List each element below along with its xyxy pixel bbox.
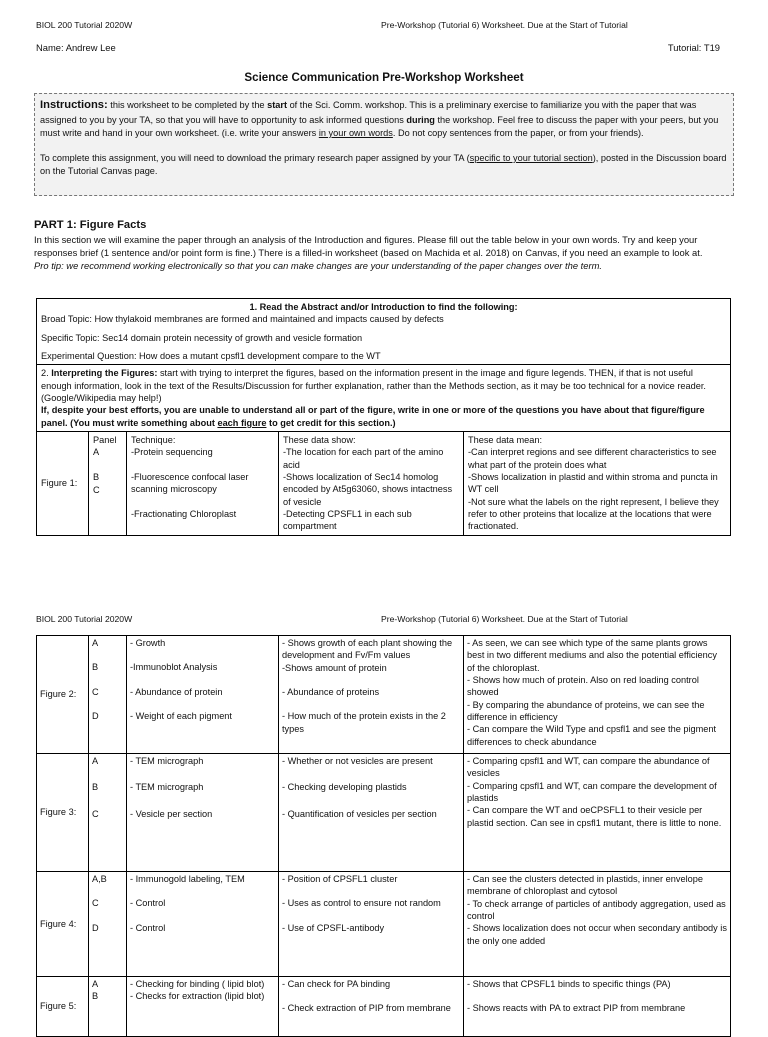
text-span: 2. bbox=[41, 368, 52, 379]
figure-facts-table bbox=[36, 298, 731, 536]
figure4-row bbox=[37, 872, 731, 977]
section2-cell bbox=[37, 365, 731, 432]
figure-label: Figure 1: bbox=[37, 431, 89, 535]
text-span: start with trying to interpret the figures, based on the information present in the image and figure legends. THEN, if that is not useful enough information, look in the text of the Results/Discussion for further explanation, rather than the Methods section, as it may be too technical for a novice reader. (Google/Wikipedia may help!) bbox=[41, 368, 706, 403]
data-show-text: - Whether or not vesicles are present bbox=[282, 756, 433, 766]
figure-label: Figure 4: bbox=[37, 872, 89, 977]
technique-text: - Control bbox=[130, 898, 166, 909]
figure5-row bbox=[37, 977, 731, 1037]
panel-cell bbox=[89, 977, 127, 1037]
data-mean-cell bbox=[464, 754, 731, 872]
data-show-text: - Use of CPSFL-antibody bbox=[282, 922, 385, 933]
technique-text: -Protein sequencing bbox=[131, 447, 213, 458]
column-header-show: These data show: bbox=[283, 434, 356, 445]
panel-label: C bbox=[92, 686, 99, 697]
technique-cell bbox=[127, 977, 279, 1037]
data-mean-cell bbox=[464, 431, 731, 535]
data-mean-cell bbox=[464, 872, 731, 977]
panel-label: C bbox=[92, 808, 99, 819]
part1-intro bbox=[34, 234, 734, 273]
data-show-cell bbox=[279, 431, 464, 535]
panel-label: B bbox=[92, 991, 99, 1002]
worksheet-note-page2: Pre-Workshop (Tutorial 6) Worksheet. Due at the Start of Tutorial bbox=[381, 614, 628, 624]
data-mean-text: - Shows localization does not occur when secondary antibody is the only one added bbox=[467, 923, 727, 946]
section1-cell bbox=[37, 299, 731, 365]
panel-label: D bbox=[92, 710, 99, 721]
data-mean-text: - Shows how much of protein. Also on red loading control showed bbox=[467, 674, 699, 698]
text-span: to get credit for this section.) bbox=[266, 417, 396, 428]
instructions-box bbox=[34, 93, 734, 196]
text-span: Interpreting the Figures: bbox=[51, 368, 158, 379]
figure-label: Figure 5: bbox=[37, 977, 89, 1037]
data-show-cell bbox=[279, 977, 464, 1037]
data-show-text: - Position of CPSFL1 cluster bbox=[282, 874, 398, 884]
figure2-row bbox=[37, 636, 731, 754]
technique-text: - Vesicle per section bbox=[130, 808, 213, 819]
data-mean-text: - Can compare the Wild Type and cpsfl1 and see the pigment differences to check abundance bbox=[467, 724, 717, 747]
text-span: ), posted in the Discussion board on the Tutorial Canvas page. bbox=[40, 153, 727, 177]
worksheet-note: Pre-Workshop (Tutorial 6) Worksheet. Due at the Start of Tutorial bbox=[381, 20, 628, 30]
text-span: during bbox=[406, 114, 435, 125]
text-span: each figure bbox=[217, 417, 267, 428]
text-span: specific to your tutorial section bbox=[469, 153, 593, 164]
technique-text: - Weight of each pigment bbox=[130, 710, 232, 721]
data-mean-text: - Comparing cpsfl1 and WT, can compare the abundance of vesicles bbox=[467, 756, 710, 779]
text-span: the workshop. Feel free to discuss the paper with your peers, but you must write and hand in your own worksheet. (i.e. write your answers bbox=[40, 114, 719, 138]
data-mean-text: -Not sure what the labels on the right represent, I believe they refer to other proteins that localize at the locations that were fractionated. bbox=[468, 496, 719, 532]
technique-text: -Fractionating Chloroplast bbox=[131, 508, 237, 519]
part1-intro-text: In this section we will examine the paper through an analysis of the Introduction and figures. Please fill out the table below in your own words. Try and keep your responses brief (1 sentence and/or point form is fine.) There is a filled-in worksheet (based on Machida et al. 2018) on Canvas, if you need an example to look at. bbox=[34, 234, 703, 258]
data-mean-text: - Shows that CPSFL1 binds to specific things (PA) bbox=[467, 979, 671, 989]
course-header-page2: BIOL 200 Tutorial 2020W bbox=[36, 614, 133, 624]
panel-label: C bbox=[92, 898, 99, 909]
text-span: To complete this assignment, you will need to download the primary research paper assigned by your TA ( bbox=[40, 153, 470, 164]
broad-topic: Broad Topic: How thylakoid membranes are formed and maintained and impacts caused by defects bbox=[41, 314, 444, 325]
column-header-mean: These data mean: bbox=[468, 434, 543, 445]
text-span: this worksheet to be completed by the bbox=[107, 100, 268, 110]
panel-label: A,B bbox=[92, 874, 107, 884]
instructions-paragraph-2 bbox=[40, 152, 728, 178]
data-mean-cell bbox=[464, 636, 731, 754]
panel-label: A bbox=[92, 756, 99, 766]
panel-label: A bbox=[92, 979, 99, 989]
page-title: Science Communication Pre-Workshop Worksheet bbox=[244, 71, 524, 84]
data-mean-cell bbox=[464, 977, 731, 1037]
data-mean-text: - Shows reacts with PA to extract PIP from membrane bbox=[467, 1003, 686, 1014]
figure-label: Figure 2: bbox=[37, 636, 89, 754]
data-show-text: - Check extraction of PIP from membrane bbox=[282, 1003, 451, 1014]
course-header: BIOL 200 Tutorial 2020W bbox=[36, 20, 133, 30]
technique-text: -Fluorescence confocal laser scanning microscopy bbox=[131, 471, 249, 495]
data-show-text: - Can check for PA binding bbox=[282, 979, 391, 989]
data-show-text: - Uses as control to ensure not random bbox=[282, 898, 441, 909]
technique-cell bbox=[127, 754, 279, 872]
panel-label: D bbox=[92, 922, 99, 933]
technique-text: - Control bbox=[130, 922, 166, 933]
panel-label: C bbox=[93, 485, 100, 496]
instructions-heading: Instructions: bbox=[40, 99, 108, 111]
panel-cell bbox=[89, 754, 127, 872]
pro-tip: Pro tip: we recommend working electronically so that you can make changes are your understanding of the paper changes over the term. bbox=[34, 259, 603, 271]
data-show-text: - How much of the protein exists in the 2 types bbox=[282, 711, 446, 734]
data-show-text: -Detecting CPSFL1 in each sub compartment bbox=[283, 508, 412, 532]
data-show-text: - Shows growth of each plant showing the development and Fv/Fm values bbox=[282, 638, 453, 661]
figure-label: Figure 3: bbox=[37, 754, 89, 872]
data-show-cell bbox=[279, 872, 464, 977]
tutorial-section: Tutorial: T19 bbox=[667, 42, 720, 53]
panel-cell bbox=[89, 636, 127, 754]
section1-heading: 1. Read the Abstract and/or Introduction to find the following: bbox=[249, 302, 518, 312]
data-show-cell bbox=[279, 754, 464, 872]
panel-label: B bbox=[92, 662, 99, 673]
technique-text: - TEM micrograph bbox=[130, 756, 204, 766]
data-show-text: - Checking developing plastids bbox=[282, 782, 407, 793]
figure1-row bbox=[37, 431, 731, 535]
data-mean-text: - To check arrange of particles of antibody aggregation, used as control bbox=[467, 898, 726, 921]
data-mean-text: - By comparing the abundance of proteins, we can see the difference in efficiency bbox=[467, 699, 705, 722]
experimental-question: Experimental Question: How does a mutant cpsfl1 development compare to the WT bbox=[41, 350, 381, 361]
text-span: If, despite your best efforts, you are unable to understand all or part of the figure, write in one or more of the questions you have about that figure/figure panel. (You must write something about bbox=[41, 405, 705, 428]
figure-facts-table-continued bbox=[36, 635, 731, 1037]
column-header-panel: Panel bbox=[93, 434, 117, 445]
data-mean-text: -Can interpret regions and see different characteristics to see what part of the protein does what bbox=[468, 447, 717, 470]
text-span: of the Sci. Comm. workshop. This is a preliminary exercise to familiarize you with the paper that was assigned to you by your TA, so that you will have to opportunity to ask informed questions bbox=[40, 100, 697, 125]
technique-text: -Immunoblot Analysis bbox=[130, 662, 218, 673]
text-span: . Do not copy sentences from the paper, or from your friends). bbox=[392, 127, 644, 138]
data-mean-text: - Can see the clusters detected in plastids, inner envelope membrane of chloroplast and cytosol bbox=[467, 874, 703, 897]
data-mean-text: - As seen, we can see which type of the same plants grows best in two different mediums and also the potential efficiency of the chloroplast. bbox=[467, 638, 717, 673]
data-show-text: - Abundance of proteins bbox=[282, 686, 380, 697]
technique-text: - TEM micrograph bbox=[130, 782, 204, 793]
text-span: in your own words bbox=[318, 127, 393, 138]
panel-label: A bbox=[92, 638, 99, 648]
panel-cell bbox=[89, 431, 127, 535]
data-show-text: -Shows amount of protein bbox=[282, 662, 387, 673]
text-span: start bbox=[267, 100, 288, 110]
technique-text: - Abundance of protein bbox=[130, 686, 223, 697]
data-show-text: - Quantification of vesicles per section bbox=[282, 808, 437, 819]
panel-label: A bbox=[93, 447, 100, 458]
technique-text: - Immunogold labeling, TEM bbox=[130, 874, 245, 884]
data-mean-text: - Can compare the WT and oeCPSFL1 to their vesicle per plastid section. Can see in cpsfl1 mutant, there is little to none. bbox=[467, 805, 722, 828]
data-show-text: -Shows localization of Sec14 homolog encoded by At5g63060, shows intactness of vesicle bbox=[283, 471, 453, 507]
technique-text: - Checks for extraction (lipid blot) bbox=[130, 991, 265, 1002]
technique-text: - Checking for binding ( lipid blot) bbox=[130, 979, 265, 989]
panel-cell bbox=[89, 872, 127, 977]
section2-warning bbox=[41, 404, 726, 429]
panel-label: B bbox=[93, 471, 100, 482]
student-name: Name: Andrew Lee bbox=[36, 42, 116, 53]
technique-cell bbox=[127, 431, 279, 535]
column-header-technique: Technique: bbox=[131, 434, 176, 445]
section2-instructions bbox=[41, 367, 726, 404]
instructions-paragraph-1 bbox=[40, 98, 728, 140]
specific-topic: Specific Topic: Sec14 domain protein necessity of growth and vesicle formation bbox=[41, 332, 363, 343]
technique-cell bbox=[127, 636, 279, 754]
data-mean-text: -Shows localization in plastid and within stroma and puncta in WT cell bbox=[468, 471, 718, 495]
data-mean-text: - Comparing cpsfl1 and WT, can compare the development of plastids bbox=[467, 780, 717, 803]
figure3-row bbox=[37, 754, 731, 872]
panel-label: B bbox=[92, 782, 99, 793]
part1-heading: PART 1: Figure Facts bbox=[34, 219, 147, 231]
data-show-text: -The location for each part of the amino acid bbox=[283, 447, 444, 470]
technique-cell bbox=[127, 872, 279, 977]
data-show-cell bbox=[279, 636, 464, 754]
technique-text: - Growth bbox=[130, 638, 166, 648]
